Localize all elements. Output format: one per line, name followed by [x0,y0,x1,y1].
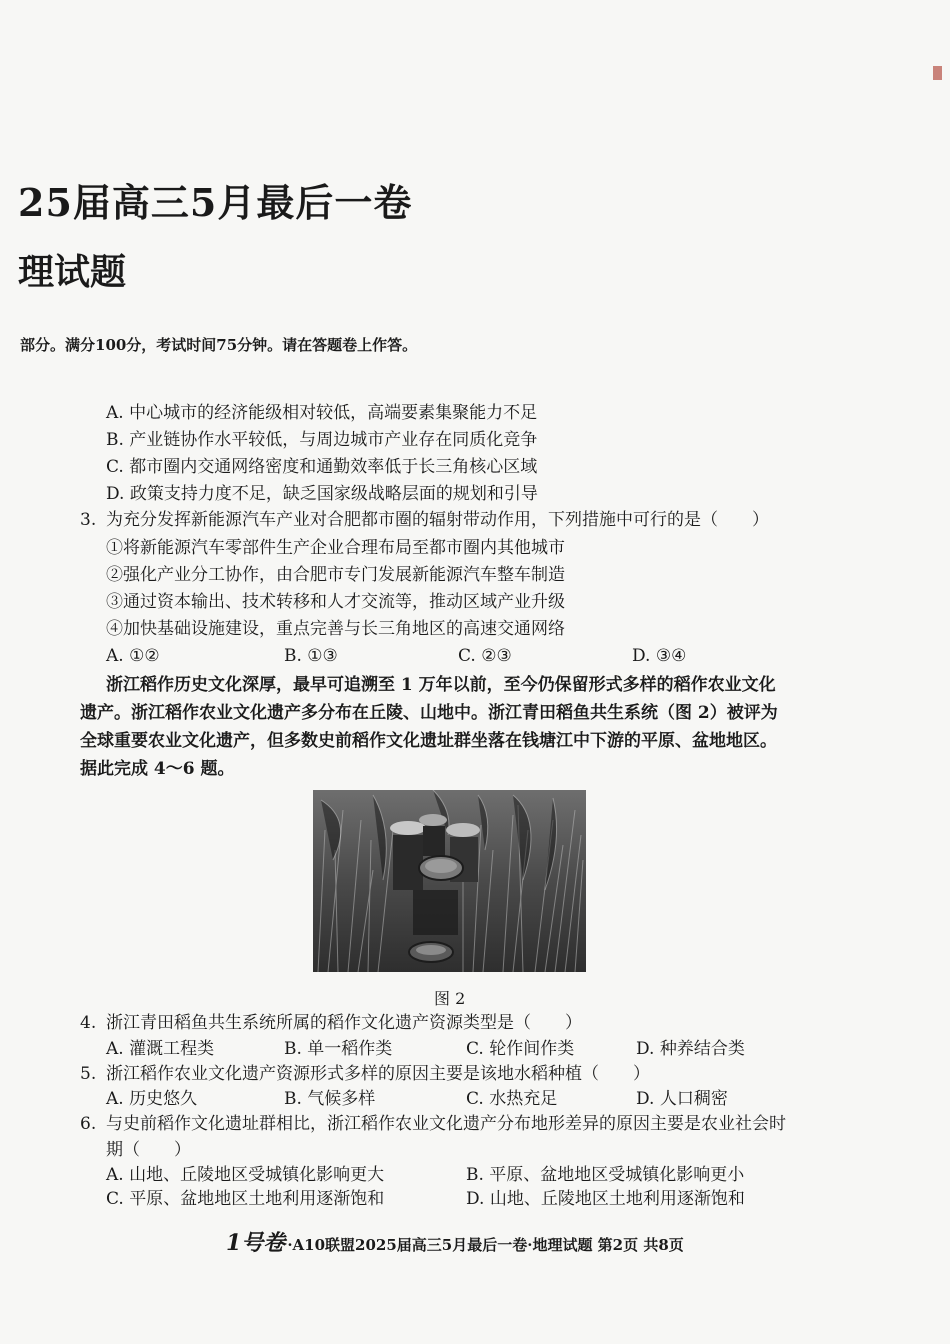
q2-option-b: B. 产业链协作水平较低，与周边城市产业存在同质化竞争 [106,430,538,450]
q4-stem: 浙江青田稻鱼共生系统所属的稻作文化遗产资源类型是（ ） [106,1013,582,1033]
q6-option-a: A. 山地、丘陵地区受城镇化影响更大 [106,1165,385,1185]
q6-number: 6. [80,1114,97,1134]
q6-option-c: C. 平原、盆地地区土地利用逐渐饱和 [106,1189,385,1209]
q6-option-d: D. 山地、丘陵地区土地利用逐渐饱和 [466,1189,745,1209]
q5-option-a: A. 历史悠久 [106,1089,198,1109]
q4-option-a: A. 灌溉工程类 [106,1039,215,1059]
q6-stem-line2: 期（ ） [106,1140,191,1160]
q4-option-b: B. 单一稻作类 [284,1039,393,1059]
passage-line-3: 全球重要农业文化遗产，但多数史前稻作文化遗址群坐落在钱塘江中下游的平原、盆地地区。 [80,731,777,751]
q4-option-d: D. 种养结合类 [636,1039,745,1059]
q6-stem-line1: 与史前稻作文化遗址群相比，浙江稻作农业文化遗产分布地形差异的原因主要是农业社会时 [106,1114,786,1134]
q5-option-c: C. 水热充足 [466,1089,558,1109]
footer-text: ·A10联盟2025届高三5月最后一卷·地理试题 第2页 共8页 [287,1236,684,1254]
q3-option-a: A. ①② [106,646,160,666]
q4-number: 4. [80,1013,97,1033]
q3-option-d: D. ③④ [632,646,687,666]
passage-line-4: 据此完成 4～6 题。 [80,759,235,779]
q2-option-a: A. 中心城市的经济能级相对较低，高端要素集聚能力不足 [106,403,538,423]
q4-option-c: C. 轮作间作类 [466,1039,575,1059]
q6-option-b: B. 平原、盆地地区受城镇化影响更小 [466,1165,745,1185]
exam-title-line2: 理试题 [18,251,127,293]
q2-option-c: C. 都市圈内交通网络密度和通勤效率低于长三角核心区域 [106,457,538,477]
q5-number: 5. [80,1064,97,1084]
q3-item-1: ①将新能源汽车零部件生产企业合理布局至都市圈内其他城市 [106,538,565,558]
q2-option-d: D. 政策支持力度不足，缺乏国家级战略层面的规划和引导 [106,484,538,504]
q3-option-b: B. ①③ [284,646,338,666]
q3-stem: 为充分发挥新能源汽车产业对合肥都市圈的辐射带动作用，下列措施中可行的是（ ） [106,510,769,530]
q3-item-2: ②强化产业分工协作，由合肥市专门发展新能源汽车整车制造 [106,565,565,585]
figure-2-photo [313,790,586,972]
passage-line-2: 遗产。浙江稻作农业文化遗产多分布在丘陵、山地中。浙江青田稻鱼共生系统（图 2）被评为 [80,703,778,723]
page-footer [226,1226,684,1257]
q3-item-4: ④加快基础设施建设，重点完善与长三角地区的高速交通网络 [106,619,565,639]
exam-title-line1: 25届高三5月最后一卷 [18,180,413,225]
q3-option-c: C. ②③ [458,646,512,666]
q5-stem: 浙江稻作农业文化遗产资源形式多样的原因主要是该地水稻种植（ ） [106,1064,650,1084]
q5-option-b: B. 气候多样 [284,1089,376,1109]
q3-number: 3. [80,510,97,530]
exam-notice: 部分。满分100分，考试时间75分钟。请在答题卷上作答。 [20,336,418,354]
passage-line-1: 浙江稻作历史文化深厚，最早可追溯至 1 万年以前，至今仍保留形式多样的稻作农业文化 [106,675,776,695]
figure-2-caption: 图 2 [434,989,466,1008]
q3-item-3: ③通过资本输出、技术转移和人才交流等，推动区域产业升级 [106,592,565,612]
corner-mark [933,66,942,80]
exam-brand-logo: 1号卷 [226,1230,286,1256]
q5-option-d: D. 人口稠密 [636,1089,728,1109]
